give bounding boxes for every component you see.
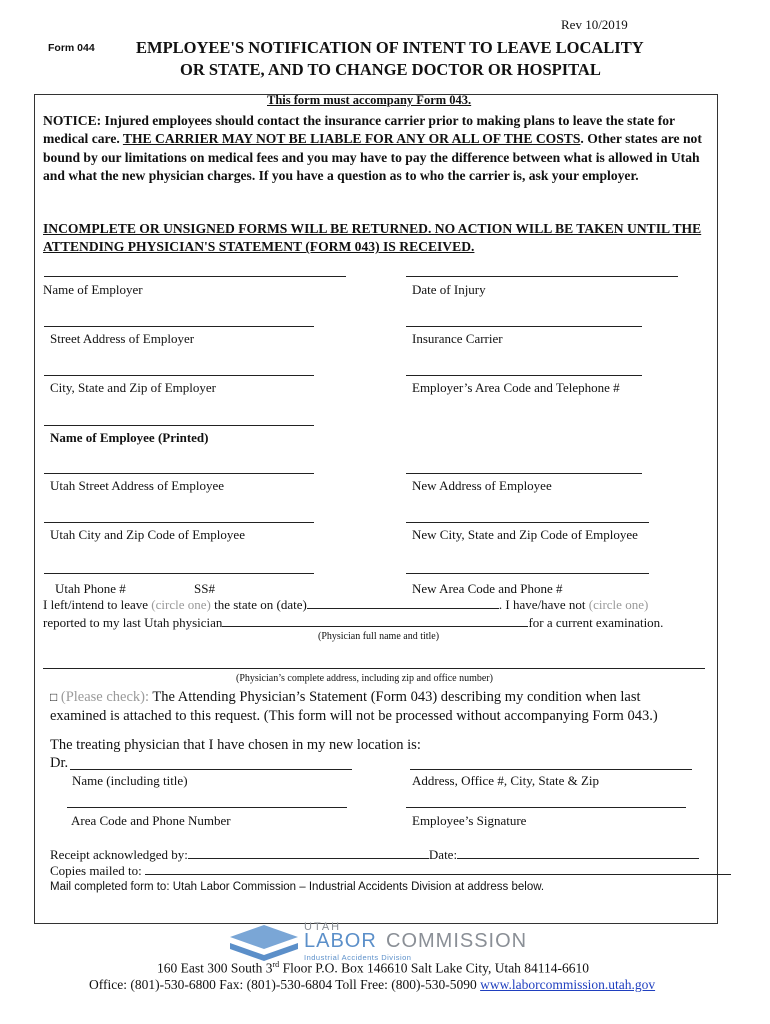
circle-one-hint: (circle one) [151,597,211,612]
labor-commission-logo [228,923,548,963]
title-line-2: OR STATE, AND TO CHANGE DOCTOR OR HOSPITAL [180,60,601,79]
footer-address-post: Floor P.O. Box 146610 Salt Lake City, Utah 84114-6610 [279,960,590,976]
logo-utah: UTAH [304,921,342,933]
ss-label: SS# [194,581,215,596]
logo-commission: COMMISSION [386,930,528,952]
form-number: Form 044 [48,42,95,54]
street-address-employer-line[interactable] [44,326,314,327]
new-address-label: New Address of Employee [412,478,552,493]
mail-instruction: Mail completed form to: Utah Labor Commission – Industrial Accidents Division at address below. [50,881,545,893]
notice-paragraph [43,112,711,185]
leave-date-blank[interactable] [307,597,499,609]
leave-statement [43,597,648,613]
receipt-date-label: Date: [428,847,458,862]
footer-address [157,960,589,977]
incomplete-warning: INCOMPLETE OR UNSIGNED FORMS WILL BE RETURNED. NO ACTION WILL BE TAKEN UNTIL THE ATTENDING PHYSICIAN'S STATEMENT (FORM 043) IS RECEIVED. [43,221,702,255]
name-of-employer-label: Name of Employer [43,282,143,297]
date-of-injury-label: Date of Injury [412,282,486,297]
footer-phones: Office: (801)-530-6800 Fax: (801)-530-6804 Toll Free: (800)-530-5090 [89,977,481,992]
receipt-acknowledged-blank[interactable] [188,847,429,859]
notice-part1: NOTICE: Injured employees should contact the insurance carrier prior to making plans to leave the state for medical care. [43,113,675,147]
logo-division: Industrial Accidents Division [304,953,412,962]
form-box [34,94,718,924]
physician-phone-line[interactable] [67,807,347,808]
revision-date: Rev 10/2019 [561,17,628,32]
accompany-note: This form must accompany Form 043. [267,93,472,107]
utah-phone-ss-line[interactable] [44,573,314,574]
physician-address-line[interactable] [43,668,705,669]
physician-address-caption: (Physician’s complete address, including zip and office number) [236,673,493,684]
leave-statement-post: . I have/have not [498,597,589,612]
please-check-hint: (Please check): [60,689,150,705]
new-city-state-zip-line[interactable] [406,522,649,523]
labor-commission-logo-icon [228,923,300,963]
employer-name-line[interactable] [44,276,346,277]
employer-phone-line[interactable] [406,375,642,376]
physician-phone-label: Area Code and Phone Number [71,813,231,828]
reported-statement [43,615,663,631]
physician-name-label: Name (including title) [72,773,188,788]
last-physician-blank[interactable] [222,615,528,627]
notice-carrier-liability: THE CARRIER MAY NOT BE LIABLE FOR ANY OR ALL OF THE COSTS [122,131,581,147]
logo-labor: LABOR [304,930,377,952]
receipt-acknowledged-label: Receipt acknowledged by: [50,847,188,862]
form043-check-line1 [50,689,641,706]
footer-address-sup: rd [272,960,280,969]
date-of-injury-line[interactable] [406,276,678,277]
insurance-carrier-line[interactable] [406,326,642,327]
leave-statement-pre: I left/intend to leave [43,597,152,612]
utah-street-address-label: Utah Street Address of Employee [50,478,225,493]
utah-city-zip-line[interactable] [44,522,314,523]
physician-name-caption: (Physician full name and title) [318,631,440,642]
city-state-zip-employer-line[interactable] [44,375,314,376]
footer-address-pre: 160 East 300 South 3 [157,960,273,976]
employer-phone-label: Employer’s Area Code and Telephone # [412,380,620,395]
insurance-carrier-label: Insurance Carrier [412,331,503,346]
form043-check-line2: examined is attached to this request. (This form will not be processed without accompanying Form 043.) [50,708,658,724]
physician-address-label: Address, Office #, City, State & Zip [412,773,600,788]
street-address-employer-label: Street Address of Employer [50,331,195,346]
leave-statement-mid: the state on (date) [210,597,307,612]
new-area-code-phone-label: New Area Code and Phone # [412,581,563,596]
physician-name-line[interactable] [70,769,352,770]
notice-part3: . Other states are not bound by our limitations on medical fees and you may have to pay the difference between what is allowed in Utah and what the new physician charges. If you have a question as to who the carrier is, ask your employer. [43,131,702,183]
new-address-line[interactable] [406,473,642,474]
new-physician-intro: The treating physician that I have chosen in my new location is: [50,737,421,753]
new-phone-line[interactable] [406,573,649,574]
title-line-1: EMPLOYEE'S NOTIFICATION OF INTENT TO LEAVE LOCALITY [136,38,644,57]
employee-signature-label: Employee’s Signature [412,813,527,828]
dr-prefix: Dr. [50,755,69,771]
physician-new-address-line[interactable] [410,769,692,770]
reported-pre: reported to my last Utah physician [43,615,223,630]
employee-name-line[interactable] [44,425,314,426]
receipt-date-blank[interactable] [457,847,699,859]
check-text-1: The Attending Physician’s Statement (Form 043) describing my condition when last [149,689,641,705]
website-link[interactable]: www.laborcommission.utah.gov [480,977,656,992]
utah-phone-label: Utah Phone # [55,581,126,596]
copies-mailed-blank[interactable] [145,863,731,875]
copies-row [50,863,731,879]
new-city-state-zip-label: New City, State and Zip Code of Employee [412,527,638,542]
reported-post: for a current examination. [528,615,664,630]
utah-street-address-line[interactable] [44,473,314,474]
copies-mailed-label: Copies mailed to: [50,863,142,878]
employee-signature-line[interactable] [406,807,686,808]
receipt-row [50,847,699,863]
circle-one-hint-2: (circle one) [588,597,649,612]
footer-contact [89,977,655,993]
form043-checkbox[interactable]: □ [50,690,58,704]
utah-city-zip-label: Utah City and Zip Code of Employee [50,527,245,542]
city-state-zip-employer-label: City, State and Zip of Employer [50,380,216,395]
employee-name-printed-label: Name of Employee (Printed) [50,430,209,445]
